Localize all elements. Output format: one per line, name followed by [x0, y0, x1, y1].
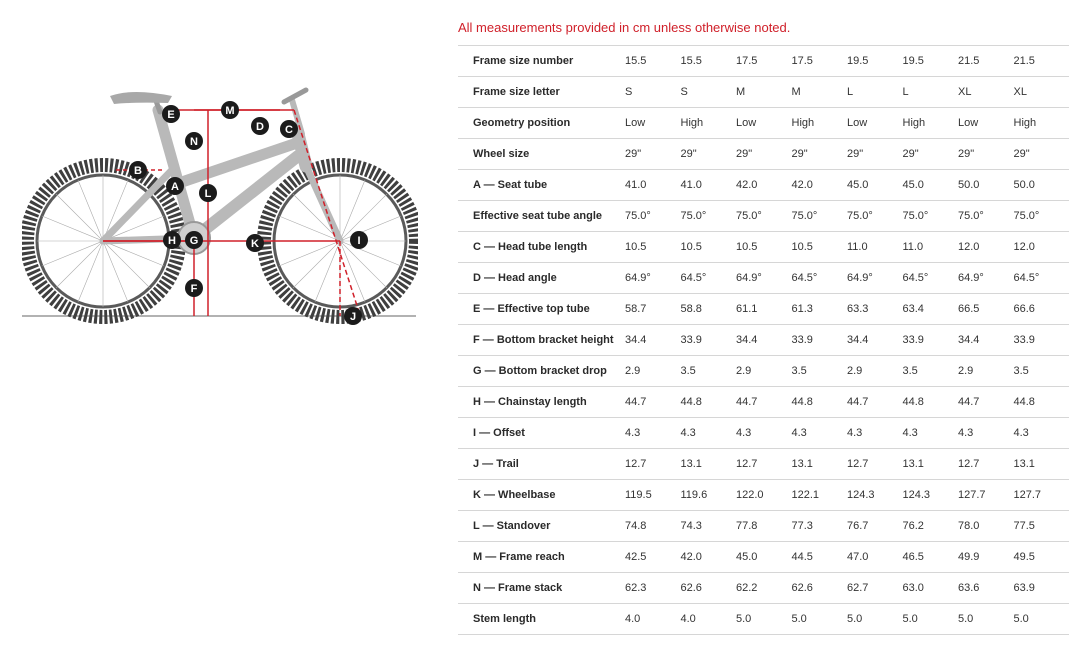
- table-cell: 5.0: [792, 604, 848, 635]
- marker-a-label: A: [171, 181, 179, 193]
- table-cell: 12.0: [1014, 232, 1070, 263]
- table-cell: 10.5: [625, 232, 681, 263]
- table-cell: 41.0: [681, 170, 737, 201]
- table-cell: 119.5: [625, 480, 681, 511]
- row-label: N — Frame stack: [458, 573, 625, 604]
- table-cell: 63.9: [1014, 573, 1070, 604]
- table-cell: 4.3: [903, 418, 959, 449]
- table-cell: 10.5: [681, 232, 737, 263]
- table-cell: 47.0: [847, 542, 903, 573]
- table-cell: 5.0: [1014, 604, 1070, 635]
- table-row: [458, 46, 1069, 77]
- table-cell: 64.9°: [625, 263, 681, 294]
- row-label: K — Wheelbase: [458, 480, 625, 511]
- table-cell: 29": [1014, 139, 1070, 170]
- row-label: L — Standover: [458, 511, 625, 542]
- table-cell: 75.0°: [792, 201, 848, 232]
- table-cell: 75.0°: [625, 201, 681, 232]
- table-cell: 29": [681, 139, 737, 170]
- table-cell: 64.5°: [681, 263, 737, 294]
- table-cell: 29": [903, 139, 959, 170]
- table-cell: L: [847, 77, 903, 108]
- table-cell: 34.4: [958, 325, 1014, 356]
- table-cell: 74.8: [625, 511, 681, 542]
- table-cell: 42.0: [681, 542, 737, 573]
- table-cell: 63.4: [903, 294, 959, 325]
- table-cell: M: [792, 77, 848, 108]
- row-label: Effective seat tube angle: [458, 201, 625, 232]
- table-cell: 15.5: [625, 46, 681, 77]
- table-cell: 64.9°: [847, 263, 903, 294]
- table-cell: 34.4: [847, 325, 903, 356]
- table-cell: 66.6: [1014, 294, 1070, 325]
- table-row: [458, 449, 1069, 480]
- table-cell: 2.9: [847, 356, 903, 387]
- table-cell: 46.5: [903, 542, 959, 573]
- marker-l: [199, 184, 217, 202]
- table-cell: 49.5: [1014, 542, 1070, 573]
- geometry-table-body: [458, 46, 1069, 635]
- marker-m-label: M: [225, 105, 235, 117]
- table-cell: Low: [847, 108, 903, 139]
- table-row: [458, 201, 1069, 232]
- table-cell: S: [681, 77, 737, 108]
- marker-e: [162, 105, 180, 123]
- table-cell: 77.8: [736, 511, 792, 542]
- table-cell: 4.3: [681, 418, 737, 449]
- table-row: [458, 387, 1069, 418]
- table-row: [458, 232, 1069, 263]
- table-cell: 11.0: [847, 232, 903, 263]
- marker-h: [163, 231, 181, 249]
- table-cell: 44.5: [792, 542, 848, 573]
- table-cell: 58.7: [625, 294, 681, 325]
- table-cell: 19.5: [903, 46, 959, 77]
- marker-i-label: I: [357, 235, 361, 247]
- table-cell: M: [736, 77, 792, 108]
- row-label: M — Frame reach: [458, 542, 625, 573]
- marker-e-label: E: [167, 109, 175, 121]
- row-label: Wheel size: [458, 139, 625, 170]
- table-cell: 3.5: [903, 356, 959, 387]
- table-cell: 42.5: [625, 542, 681, 573]
- table-cell: 10.5: [792, 232, 848, 263]
- table-cell: 122.1: [792, 480, 848, 511]
- table-cell: 12.7: [958, 449, 1014, 480]
- marker-j-label: J: [349, 311, 357, 323]
- marker-j: [344, 307, 362, 325]
- marker-a: [166, 177, 184, 195]
- table-cell: 29": [736, 139, 792, 170]
- table-cell: 3.5: [792, 356, 848, 387]
- table-cell: XL: [958, 77, 1014, 108]
- table-cell: 4.3: [625, 418, 681, 449]
- table-cell: 13.1: [681, 449, 737, 480]
- table-cell: 49.9: [958, 542, 1014, 573]
- table-cell: 4.3: [1014, 418, 1070, 449]
- table-cell: 122.0: [736, 480, 792, 511]
- table-cell: 12.7: [847, 449, 903, 480]
- marker-d: [251, 117, 269, 135]
- table-cell: 66.5: [958, 294, 1014, 325]
- table-cell: 17.5: [792, 46, 848, 77]
- table-row: [458, 604, 1069, 635]
- table-cell: S: [625, 77, 681, 108]
- table-cell: High: [1014, 108, 1070, 139]
- table-cell: 34.4: [736, 325, 792, 356]
- table-cell: 50.0: [1014, 170, 1070, 201]
- table-cell: 13.1: [903, 449, 959, 480]
- marker-k: [246, 234, 264, 252]
- table-cell: 4.0: [625, 604, 681, 635]
- table-cell: 44.8: [681, 387, 737, 418]
- table-cell: 75.0°: [736, 201, 792, 232]
- table-row: [458, 356, 1069, 387]
- table-cell: 12.7: [625, 449, 681, 480]
- table-cell: 76.7: [847, 511, 903, 542]
- table-cell: 62.2: [736, 573, 792, 604]
- table-cell: 33.9: [681, 325, 737, 356]
- table-cell: 29": [625, 139, 681, 170]
- table-cell: 4.3: [958, 418, 1014, 449]
- table-cell: 75.0°: [958, 201, 1014, 232]
- table-row: [458, 325, 1069, 356]
- table-cell: 44.7: [625, 387, 681, 418]
- geometry-table: [458, 45, 1069, 635]
- table-row: [458, 573, 1069, 604]
- table-cell: 124.3: [847, 480, 903, 511]
- table-cell: Low: [736, 108, 792, 139]
- marker-i: [350, 231, 368, 249]
- marker-h-label: H: [168, 235, 176, 247]
- table-row: [458, 77, 1069, 108]
- table-cell: 74.3: [681, 511, 737, 542]
- table-cell: 64.5°: [903, 263, 959, 294]
- table-row: [458, 170, 1069, 201]
- table-cell: L: [903, 77, 959, 108]
- table-row: [458, 542, 1069, 573]
- table-cell: 19.5: [847, 46, 903, 77]
- table-cell: High: [792, 108, 848, 139]
- row-label: G — Bottom bracket drop: [458, 356, 625, 387]
- table-cell: 50.0: [958, 170, 1014, 201]
- table-cell: 4.3: [792, 418, 848, 449]
- table-cell: 33.9: [1014, 325, 1070, 356]
- table-cell: 44.7: [736, 387, 792, 418]
- table-cell: 45.0: [903, 170, 959, 201]
- table-cell: 78.0: [958, 511, 1014, 542]
- table-cell: 63.0: [903, 573, 959, 604]
- table-cell: 3.5: [1014, 356, 1070, 387]
- table-cell: 64.5°: [1014, 263, 1070, 294]
- table-cell: 44.8: [792, 387, 848, 418]
- table-cell: 12.7: [736, 449, 792, 480]
- table-cell: 41.0: [625, 170, 681, 201]
- table-cell: 75.0°: [847, 201, 903, 232]
- row-label: I — Offset: [458, 418, 625, 449]
- table-cell: Low: [625, 108, 681, 139]
- table-cell: Low: [958, 108, 1014, 139]
- table-cell: 119.6: [681, 480, 737, 511]
- table-cell: 58.8: [681, 294, 737, 325]
- measurement-note: All measurements provided in cm unless otherwise noted.: [458, 20, 791, 35]
- table-cell: 42.0: [736, 170, 792, 201]
- table-cell: 17.5: [736, 46, 792, 77]
- table-cell: 5.0: [736, 604, 792, 635]
- table-cell: 33.9: [792, 325, 848, 356]
- row-label: D — Head angle: [458, 263, 625, 294]
- table-cell: 61.3: [792, 294, 848, 325]
- saddle: [110, 92, 172, 104]
- table-cell: 75.0°: [681, 201, 737, 232]
- table-cell: 21.5: [1014, 46, 1070, 77]
- table-cell: 21.5: [958, 46, 1014, 77]
- marker-b-label: B: [134, 165, 142, 177]
- table-cell: 127.7: [1014, 480, 1070, 511]
- table-cell: 124.3: [903, 480, 959, 511]
- table-cell: 29": [792, 139, 848, 170]
- row-label: J — Trail: [458, 449, 625, 480]
- table-cell: 63.6: [958, 573, 1014, 604]
- marker-c-label: C: [285, 124, 293, 136]
- table-cell: 62.6: [792, 573, 848, 604]
- table-row: [458, 139, 1069, 170]
- table-cell: 62.3: [625, 573, 681, 604]
- marker-d-label: D: [256, 121, 264, 133]
- table-cell: 12.0: [958, 232, 1014, 263]
- table-cell: 64.5°: [792, 263, 848, 294]
- row-label: H — Chainstay length: [458, 387, 625, 418]
- table-cell: 77.5: [1014, 511, 1070, 542]
- table-cell: XL: [1014, 77, 1070, 108]
- table-cell: 64.9°: [736, 263, 792, 294]
- table-cell: 2.9: [958, 356, 1014, 387]
- table-cell: 64.9°: [958, 263, 1014, 294]
- row-label: Stem length: [458, 604, 625, 635]
- table-row: [458, 418, 1069, 449]
- marker-l-label: L: [204, 188, 212, 200]
- table-cell: 4.0: [681, 604, 737, 635]
- marker-b: [129, 161, 147, 179]
- table-cell: 44.7: [958, 387, 1014, 418]
- table-cell: 13.1: [1014, 449, 1070, 480]
- table-cell: 62.7: [847, 573, 903, 604]
- table-cell: 4.3: [847, 418, 903, 449]
- table-cell: High: [903, 108, 959, 139]
- table-cell: 42.0: [792, 170, 848, 201]
- marker-f-label: F: [190, 283, 198, 295]
- table-cell: 62.6: [681, 573, 737, 604]
- table-cell: 3.5: [681, 356, 737, 387]
- table-cell: 29": [847, 139, 903, 170]
- row-label: Frame size letter: [458, 77, 625, 108]
- table-cell: 29": [958, 139, 1014, 170]
- table-cell: 5.0: [903, 604, 959, 635]
- table-cell: 45.0: [847, 170, 903, 201]
- row-label: E — Effective top tube: [458, 294, 625, 325]
- table-row: [458, 294, 1069, 325]
- table-cell: 44.7: [847, 387, 903, 418]
- table-cell: 77.3: [792, 511, 848, 542]
- table-cell: High: [681, 108, 737, 139]
- table-cell: 75.0°: [1014, 201, 1070, 232]
- table-cell: 13.1: [792, 449, 848, 480]
- table-row: [458, 511, 1069, 542]
- marker-n-label: N: [190, 136, 198, 148]
- table-cell: 76.2: [903, 511, 959, 542]
- table-cell: 44.8: [1014, 387, 1070, 418]
- marker-g-label: G: [189, 235, 199, 247]
- marker-c: [280, 120, 298, 138]
- table-cell: 10.5: [736, 232, 792, 263]
- table-cell: 2.9: [625, 356, 681, 387]
- marker-m: [221, 101, 239, 119]
- table-cell: 5.0: [847, 604, 903, 635]
- marker-n: [185, 132, 203, 150]
- table-cell: 63.3: [847, 294, 903, 325]
- table-cell: 33.9: [903, 325, 959, 356]
- table-cell: 75.0°: [903, 201, 959, 232]
- table-row: [458, 108, 1069, 139]
- marker-g: [185, 231, 203, 249]
- table-cell: 34.4: [625, 325, 681, 356]
- row-label: A — Seat tube: [458, 170, 625, 201]
- marker-f: [185, 279, 203, 297]
- table-cell: 44.8: [903, 387, 959, 418]
- row-label: F — Bottom bracket height: [458, 325, 625, 356]
- table-cell: 127.7: [958, 480, 1014, 511]
- table-cell: 4.3: [736, 418, 792, 449]
- table-cell: 15.5: [681, 46, 737, 77]
- table-cell: 11.0: [903, 232, 959, 263]
- row-label: C — Head tube length: [458, 232, 625, 263]
- row-label: Frame size number: [458, 46, 625, 77]
- row-label: Geometry position: [458, 108, 625, 139]
- table-cell: 45.0: [736, 542, 792, 573]
- table-cell: 5.0: [958, 604, 1014, 635]
- marker-k-label: K: [251, 238, 259, 250]
- table-cell: 61.1: [736, 294, 792, 325]
- table-row: [458, 263, 1069, 294]
- bike-geometry-diagram: [22, 70, 418, 330]
- table-cell: 2.9: [736, 356, 792, 387]
- table-row: [458, 480, 1069, 511]
